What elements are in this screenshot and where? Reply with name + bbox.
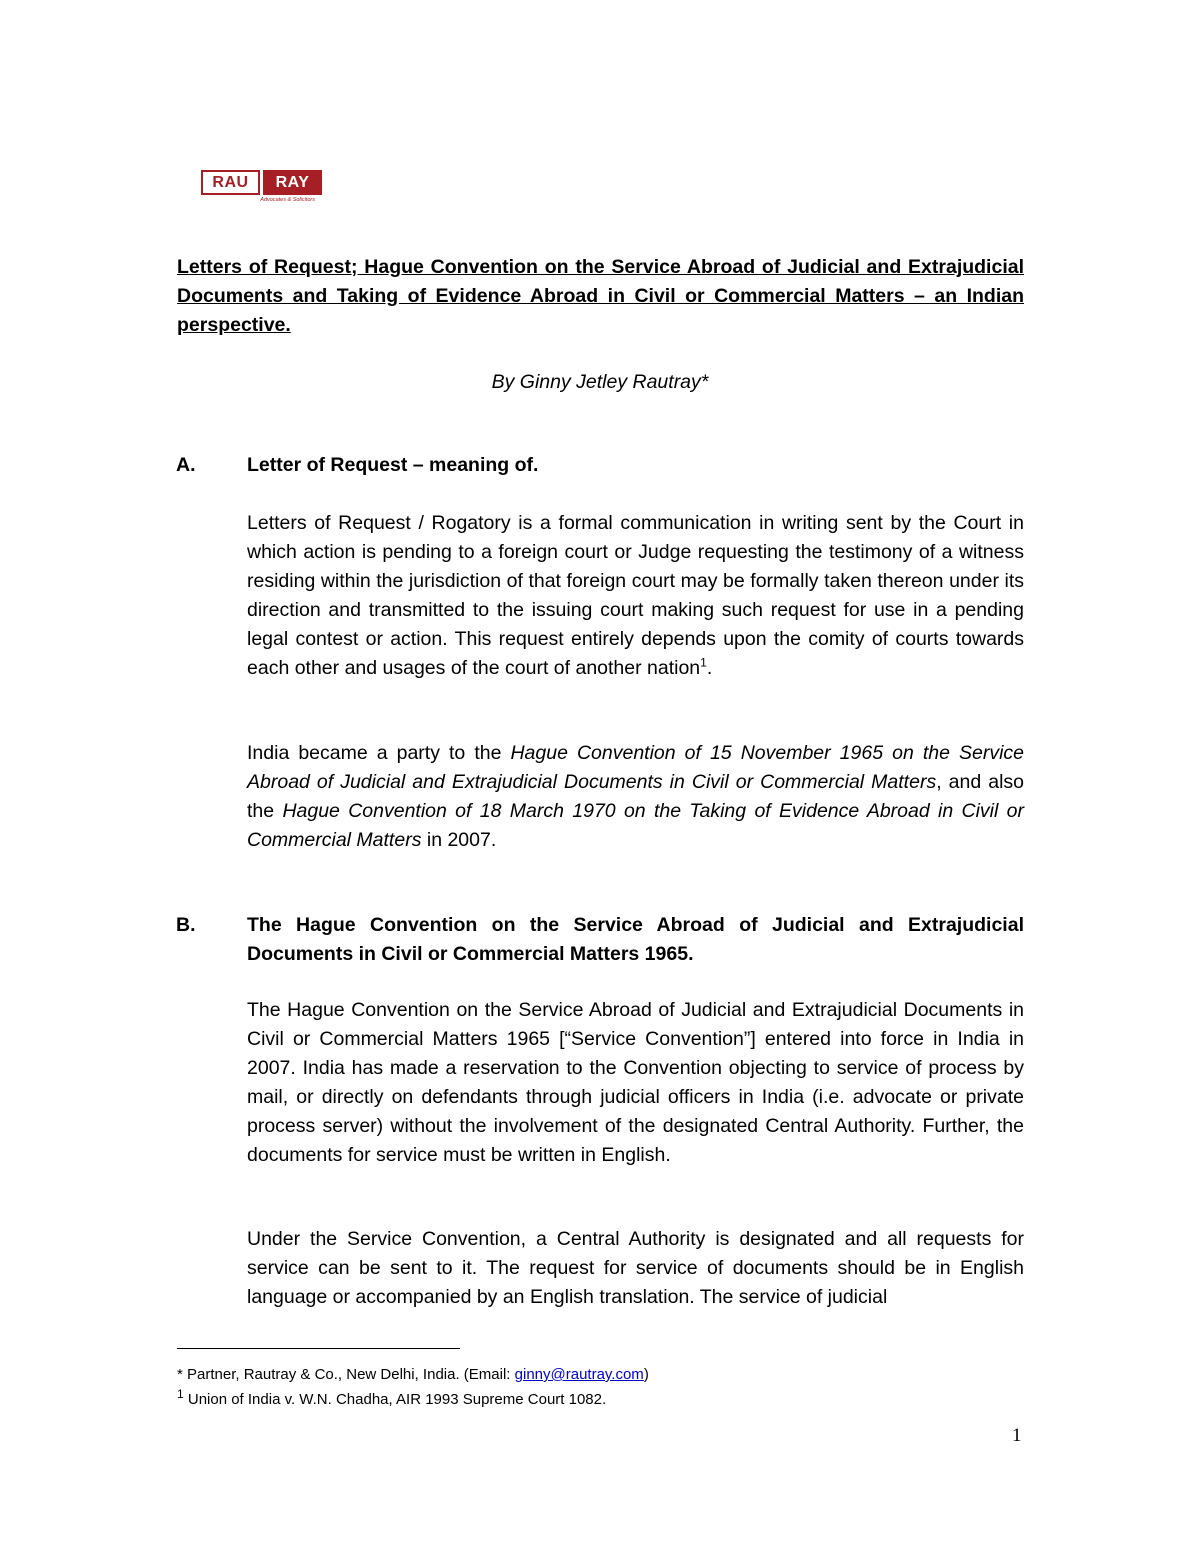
logo-tagline: Advocates & Solicitors (260, 197, 315, 203)
footnote-separator (177, 1348, 460, 1349)
section-b-heading (176, 911, 1024, 969)
paragraph-a2-text-1: India became a party to the (247, 742, 511, 764)
footnote-star (177, 1364, 1024, 1385)
paragraph-a2-italic-1: Hague Convention of 15 November 1965 on the Service Abroad of Judicial and Extrajudicial Documents in Civil or Commercial Matters (247, 742, 1024, 793)
logo-right-part: RAY (263, 170, 322, 195)
author-line: By Ginny Jetley Rautray* (491, 371, 709, 393)
footnote-ref-1: 1 (700, 655, 707, 670)
firm-logo (201, 170, 325, 206)
logo-left-part: RAU (201, 170, 260, 195)
paragraph-b1: The Hague Convention on the Service Abroad of Judicial and Extrajudicial Documents in Civil or Commercial Matters 1965 [“Service Convention”] entered into force in India in 2007. India has made a reservation to the Convention objecting to service of process by mail, or directly on defendants through judicial officers in India (i.e. advocate or private process server) without the involvement of the designated Central Authority. Further, the documents for service must be written in English. (247, 999, 1024, 1166)
section-a-heading (176, 451, 1024, 480)
footnote-1-text: Union of India v. W.N. Chadha, AIR 1993 Supreme Court 1082. (183, 1391, 607, 1408)
paragraph-a2-italic-2: Hague Convention of 18 March 1970 on the Taking of Evidence Abroad in Civil or Commercial Matters (247, 799, 1024, 851)
page-number: 1 (1012, 1425, 1022, 1446)
paragraph-a1-text: Letters of Request / Rogatory is a formal communication in writing sent by the Court in which action is pending to a foreign court or Judge requesting the testimony of a witness residing within the jurisdiction of that foreign court may be formally taken thereon under its direction and transmitted to the issuing court making such request for use in a pending legal contest or action. This request entirely depends upon the comity of courts towards each other and usages of the court of another nation (247, 512, 1024, 679)
section-a-title: Letter of Request – meaning of. (247, 454, 539, 476)
paragraph-a1 (247, 509, 1024, 682)
logo-wordmark (201, 170, 325, 195)
section-b-title: The Hague Convention on the Service Abroad of Judicial and Extrajudicial Documents in Civil or Commercial Matters 1965. (247, 914, 1024, 965)
section-b-letter: B. (176, 914, 196, 936)
paragraph-a2 (247, 739, 1024, 855)
footnote-1 (177, 1389, 1024, 1410)
paragraph-a1-end: . (706, 656, 713, 679)
paragraph-a2-text-2: , and also the (247, 770, 1025, 822)
paragraph-b2: Under the Service Convention, a Central Authority is designated and all requests for service can be sent to it. The request for service of documents should be in English language or accompanied by an English translation. The service of judicial (247, 1228, 1024, 1308)
paragraph-a2-text-3: in 2007. (421, 828, 497, 851)
document-title: Letters of Request; Hague Convention on the Service Abroad of Judicial and Extrajudicial Documents and Taking of Evidence Abroad in Civil or Commercial Matters – an Indian perspective. (177, 256, 1024, 336)
footnote-star-close: ) (643, 1366, 649, 1383)
section-a-letter: A. (176, 454, 196, 476)
footnote-star-text: * Partner, Rautray & Co., New Delhi, India. (Email: (177, 1366, 515, 1383)
footnote-1-marker: 1 (177, 1387, 184, 1401)
author-email-link[interactable]: ginny@rautray.com (514, 1366, 644, 1383)
